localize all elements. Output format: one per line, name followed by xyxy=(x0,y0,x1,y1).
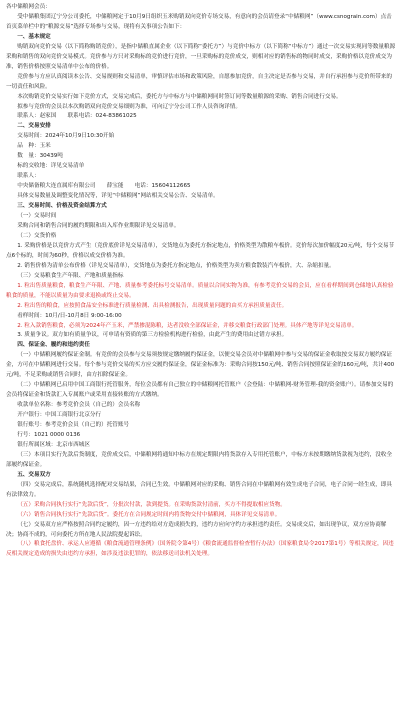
parties-paragraph: （七）交易双方应严格按照合同约定履约，因一方违约给对方造成损失的，违约方应向守约方承担违约责任。交易成交后，如出现争议，双方应协商解决；协商不成的，可向委托方所在地人民法院提起诉讼。 xyxy=(6,521,387,538)
time-price-paragraph: （三）交易粮食生产年限、产地和质量指标 xyxy=(17,272,124,279)
deposit-block xyxy=(6,351,396,470)
parties-paragraph: （五）采购合同执行实行“先款后货”，分批次付款，款到提货。在采购货款付清前，买方不得提取相应货物。 xyxy=(17,501,286,508)
intro-paragraph: 受中储粮集团辽宁分公司委托，中储粮网定于10月9日组织玉米购销双向竞价专场交易，有意向的会员请登录“中储粮网”（www.csnograin.com）点击首页菜单栏中的“粮源交易”选择专场参与交易，现将有关事项公告如下： xyxy=(6,13,392,30)
trade-info-line: 交易时间：2024年10月9日10:30开始 xyxy=(17,133,115,140)
deposit-paragraph: 收款单位名称：参考竞价会员（自己的）会员名称 xyxy=(17,402,141,409)
section-heading-time-price: 三、交易时间、价格及资金结算方式 xyxy=(17,203,107,210)
time-price-paragraph: 1. 粒出售质量粮食，粮食生产年限、产地、质量参考委托标号交易清单。质量以合同实物为准，有参考竞价交易的会员，应在看样期间到仓储地认真检验粮食的质量，不能以质量为由要求退换或终止交易。 xyxy=(6,282,394,299)
greeting: 各中储粮网会员： xyxy=(6,4,51,10)
section-heading-trade-info: 二、交易安排 xyxy=(17,123,51,130)
time-price-paragraph: 看样时间：10月/日-10月8日 9:00-16:00 xyxy=(17,312,122,319)
deposit-paragraph: 银行账号：参考竞价会员（自己的）托管账号 xyxy=(17,422,130,429)
section-heading-deposit: 四、保证金、履约和违约责任 xyxy=(17,342,90,349)
time-price-paragraph: （一）交易时间 xyxy=(17,213,57,220)
trade-info-line: 标的交收地：详见交易清单 xyxy=(17,163,85,170)
trade-info-line: 数 量：30439吨 xyxy=(17,153,63,160)
time-price-block xyxy=(6,212,396,341)
deposit-paragraph: 银行所属区域：北京市西城区 xyxy=(17,441,90,448)
time-price-paragraph: （二）交货价格 xyxy=(17,232,57,239)
time-price-paragraph: 采购合同和销售合同的履约期限和出入库作业期限详见交易清单。 xyxy=(17,222,180,229)
basic-rule-paragraph: 联系人：赵家国 联系电话：024-83861025 xyxy=(17,113,137,120)
footer-paragraph: （八）粮食托盘价、承运人应遵循《粮食流通管理条例》（国务院令第4号）《粮食流通监督检查暂行办法》（国家粮食局令2017第1号）等相关规定，因违反相关规定造成的损失由违约方承担，如涉及违法犯罪的，依法移送司法机关处理。 xyxy=(6,541,394,558)
trade-info-line: 具体交易数量及调整变化情况等，详见“中储粮网”网站相关交易公告、交易清单。 xyxy=(17,193,219,200)
deposit-paragraph: （一）中储粮网履约保证金制。有竞价的会员参与交易须按规定缴纳履约保证金，以便交易会员对中储粮网中参与交易的保证金收取按交易双方履约保证金，方可在中储粮网进行交易。每个参与竞价交易的买方应交履约保证金，保证金标准为：采购合同按150元/吨、销售合同按照保证金的160元/吨，共计400元/吨，不足采购或销售合同时，由方扣除保证金。 xyxy=(6,352,395,379)
time-price-paragraph: 2. 粒出售的粮食，应按照食品安全标准进行质量检测、出具检测报告，出现质量问题的由买方承担质量责任。 xyxy=(17,302,288,309)
trade-info-line: 中央储备粮大连直属库有限公司 薛宝能 电话：15604112665 xyxy=(17,183,191,190)
deposit-paragraph: （三）本项目实行先款后货制度，竞价成交后，中储粮网将通知中标方在规定期限内将货款存入专用托管账户，中标方未按期缴纳货款视为违约，没收全部履约保证金。 xyxy=(6,451,392,468)
deposit-paragraph: 开户银行：中国工商银行北京分行 xyxy=(17,412,102,419)
intro-block xyxy=(6,13,396,33)
parties-paragraph: （四）交易完成后，系统随机选择配对交易结果，合同已生效。中储粮网对应的采购、销售合同在中储粮网有效生成电子合同，电子合同一经生成，即具有法律效力。 xyxy=(6,481,392,498)
time-price-paragraph: 1. 采购价格是以竞价方式产生（竞价底价详见交易清单），交货地点为委托方指定地点，价格类型为散粮车板价。竞价每次加价幅度20元/吨，每个交易节点6个标的，时间为60秒，价格以成交价格为准。 xyxy=(6,242,395,259)
deposit-paragraph: （二）中储粮网已启用中国工商银行托管服务，每位会员都有自己独立的中储粮网托管账户（会登陆：中储粮网-财务管理-我的资金账户）。请参加交易的会员将保证金和货款汇入专属账户或采用直接转账的方式缴纳。 xyxy=(6,382,394,399)
section-heading-parties: 五、交易双方 xyxy=(17,471,51,478)
basic-rule-paragraph: 本次购销竞价交易实行如下竞价方式，交易完成后，委托方与中标方与中储粮网同时签订同等数量粮源的采购、销售合同进行交易。 xyxy=(17,93,342,100)
footer-block xyxy=(6,540,396,560)
basic-rules-block xyxy=(6,43,396,123)
section-heading-basic-rules: 一、基本规定 xyxy=(17,33,51,40)
basic-rule-paragraph: 拟参与竞价的会员以本次购销双向竞价交易细则为准，可向辽宁分公司工作人员咨询详情。 xyxy=(17,103,241,110)
deposit-paragraph: 行号：1021 0000 0136 xyxy=(17,431,81,438)
trade-info-block xyxy=(6,132,396,202)
basic-rule-paragraph: 购销双向竞价交易（以下简称购销竞价），是指中储粮直属企业（以下简称“委托方”）与竞价中标方（以下简称“中标方”）通过一次交易实现同等数量粮源采购和销售的双向竞价交易模式。竞价参与方只对采购标的竞价进行竞价，一旦采购标的竞价成交，则相对应的销售标的物同时成交，采购价格以竞价成交为准，销售价格按照交易清单中公布的价格。 xyxy=(6,43,396,70)
parties-block xyxy=(6,481,396,541)
trade-info-line: 联系人： xyxy=(17,173,40,180)
time-price-paragraph: 2. 销售价格为清单公布价格（详见交易清单），交货地点为委托方指定地点，价格类型为卖方粮食散装汽车板价，大、杂缩扣量。 xyxy=(17,262,335,269)
time-price-paragraph: 2. 粒入款销售粮食，必须为2024年产玉米，严禁掺混陈粮，达者没收全部保证金，并移交粮食行政部门处理。具体产地等详见交易清单。 xyxy=(17,322,358,329)
time-price-paragraph: 3. 质量争议。双方如有质量争议，可申请有资质的第三方检验机构进行检验，由此产生的费用由过错方承担。 xyxy=(17,332,288,339)
basic-rule-paragraph: 竞价参与方应认真阅读本公告、交易规则和交易清单，审慎评估市场和政策风险，自愿参加竞价，自主决定是否参与交易，并自行承担参与竞价所带来的一切责任和风险。 xyxy=(6,73,392,90)
parties-paragraph: （六）销售合同执行实行“先款后货”。委托方在合同规定时间内将货物交付中储粮网，具体详见交易清单。 xyxy=(17,511,281,518)
trade-info-line: 品 种：玉米 xyxy=(17,143,51,150)
